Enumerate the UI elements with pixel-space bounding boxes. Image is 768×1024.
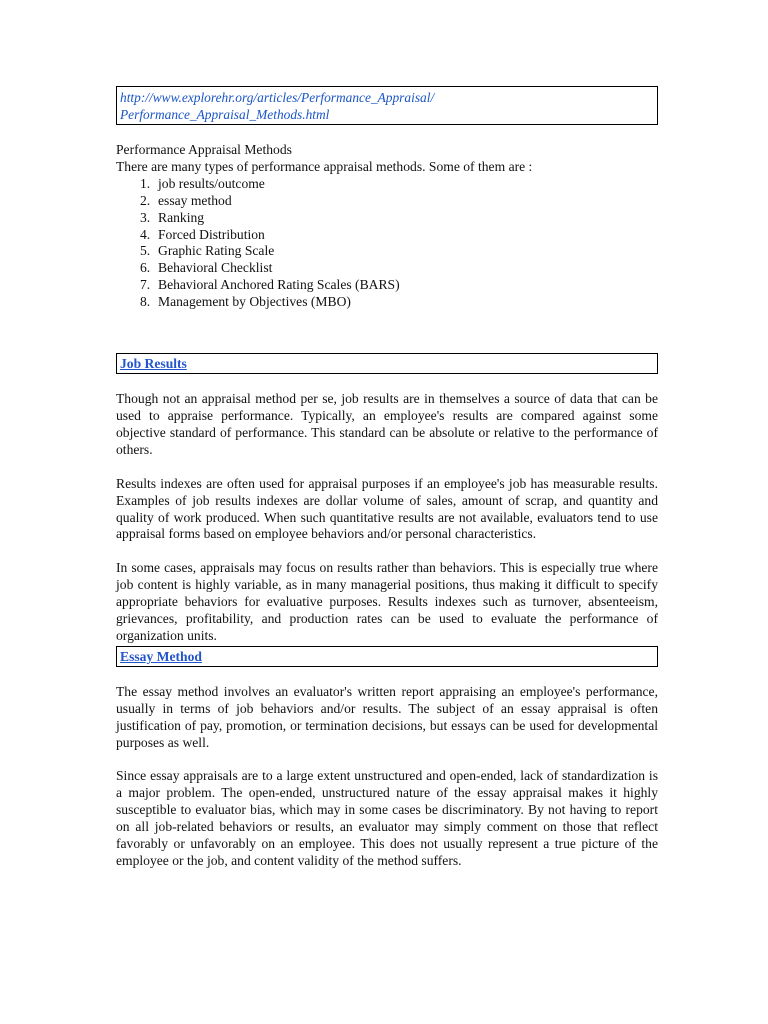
job-results-paragraph-1: Though not an appraisal method per se, job results are in themselves a source of data that can be used to appraise performance. Typically, an employee's results are compared against some objective standard of performance. This standard can be absolute or relative to the performance of others. <box>116 391 658 457</box>
essay-method-heading-box <box>116 646 658 667</box>
source-url-line-1[interactable]: http://www.explorehr.org/articles/Performance_Appraisal/ <box>120 90 435 105</box>
job-results-heading-box <box>116 353 658 374</box>
document-page <box>116 86 658 870</box>
list-item <box>140 294 658 311</box>
list-item <box>140 192 658 210</box>
list-item-label: job results/outcome <box>158 175 265 191</box>
essay-method-paragraph-2: Since essay appraisals are to a large extent unstructured and open-ended, lack of standardization is a major problem. The open-ended, unstructured nature of the essay appraisal makes it highly susceptible to evaluator bias, which may in some cases be discriminatory. By not having to report on all job-related behaviors or results, an evaluator may simply comment on those that reflect favorably or unfavorably on an employee. This does not usually represent a true picture of the employee or the job, and content validity of the method suffers. <box>116 768 658 868</box>
list-item <box>140 277 658 294</box>
list-item-number: 7. <box>140 277 151 293</box>
list-item-number: 6. <box>140 260 151 276</box>
list-item <box>140 175 658 193</box>
list-item <box>140 260 658 277</box>
list-item-label: essay method <box>158 192 232 208</box>
list-item-label: Behavioral Checklist <box>158 260 273 276</box>
list-item <box>140 243 658 260</box>
list-item-label: Forced Distribution <box>158 226 265 242</box>
job-results-paragraph-3: In some cases, appraisals may focus on results rather than behaviors. This is especially true where job content is highly variable, as in many managerial positions, thus making it difficult to specify appropriate behaviors for evaluative purposes. Results indexes such as turnover, absenteeism, grievances, profitability, and production rates can be used to evaluate the performance of organization units. <box>116 560 658 643</box>
list-item-label: Behavioral Anchored Rating Scales (BARS) <box>158 277 400 293</box>
source-url-box <box>116 86 658 125</box>
job-results-heading-link[interactable]: Job Results <box>120 356 187 372</box>
list-item-label: Graphic Rating Scale <box>158 243 275 259</box>
list-item-label: Management by Objectives (MBO) <box>158 294 351 310</box>
list-item-number: 5. <box>140 243 151 259</box>
essay-method-heading-link[interactable]: Essay Method <box>120 648 202 664</box>
list-item-label: Ranking <box>158 209 205 225</box>
job-results-paragraph-2: Results indexes are often used for appraisal purposes if an employee's job has measurable results. Examples of job results indexes are dollar volume of sales, amount of scrap, and quantity and quality of work produced. When such quantitative results are not available, evaluators tend to use appraisal forms based on employee behaviors and/or personal characteristics. <box>116 475 658 542</box>
list-item <box>140 226 658 244</box>
list-item-number: 4. <box>140 226 151 242</box>
list-item-number: 8. <box>140 294 151 310</box>
source-url-line-2[interactable]: Performance_Appraisal_Methods.html <box>120 107 330 122</box>
essay-method-paragraph-1: The essay method involves an evaluator's written report appraising an employee's performance, usually in terms of job behaviors and/or results. The subject of an essay appraisal is often justification of pay, promotion, or termination decisions, but essays can be used for developmental purposes as well. <box>116 683 658 750</box>
list-item-number: 3. <box>140 209 151 225</box>
intro-lead: There are many types of performance appraisal methods. Some of them are : <box>116 158 533 174</box>
methods-list <box>116 176 658 311</box>
list-item-number: 1. <box>140 175 151 191</box>
list-item <box>140 209 658 227</box>
list-item-number: 2. <box>140 192 151 208</box>
intro-title: Performance Appraisal Methods <box>116 142 292 157</box>
